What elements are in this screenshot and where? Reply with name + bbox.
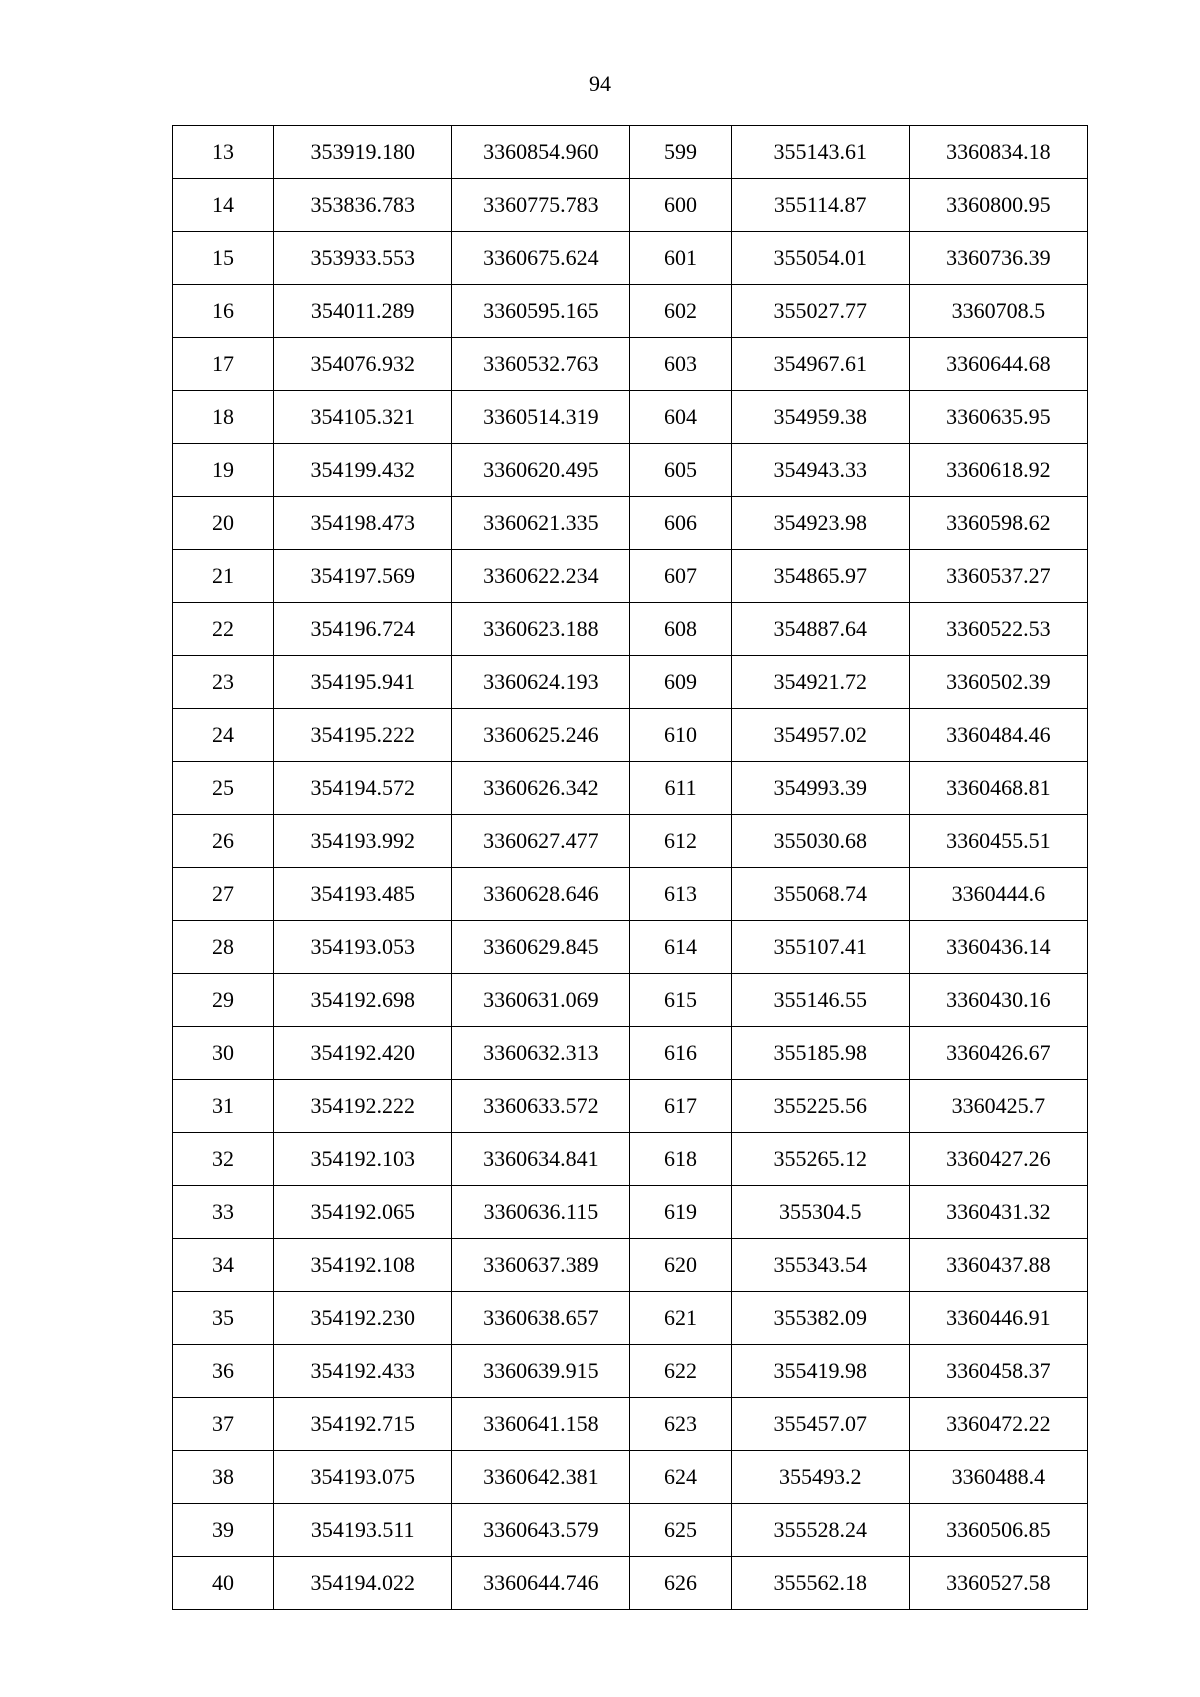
cell-x-coordinate-left: 354076.932 bbox=[274, 338, 452, 391]
cell-y-coordinate-left: 3360595.165 bbox=[452, 285, 630, 338]
cell-point-number-right: 605 bbox=[630, 444, 731, 497]
cell-y-coordinate-left: 3360626.342 bbox=[452, 762, 630, 815]
cell-x-coordinate-right: 355054.01 bbox=[731, 232, 909, 285]
cell-point-number-right: 614 bbox=[630, 921, 731, 974]
cell-y-coordinate-right: 3360472.22 bbox=[909, 1398, 1087, 1451]
cell-x-coordinate-right: 354943.33 bbox=[731, 444, 909, 497]
cell-y-coordinate-left: 3360623.188 bbox=[452, 603, 630, 656]
table-row bbox=[173, 1080, 1088, 1133]
cell-y-coordinate-right: 3360506.85 bbox=[909, 1504, 1087, 1557]
cell-y-coordinate-right: 3360618.92 bbox=[909, 444, 1087, 497]
cell-y-coordinate-right: 3360426.67 bbox=[909, 1027, 1087, 1080]
table-row bbox=[173, 868, 1088, 921]
cell-y-coordinate-left: 3360620.495 bbox=[452, 444, 630, 497]
cell-x-coordinate-left: 354192.433 bbox=[274, 1345, 452, 1398]
cell-point-number-left: 16 bbox=[173, 285, 274, 338]
cell-y-coordinate-left: 3360632.313 bbox=[452, 1027, 630, 1080]
cell-point-number-right: 612 bbox=[630, 815, 731, 868]
cell-x-coordinate-right: 355457.07 bbox=[731, 1398, 909, 1451]
cell-point-number-right: 609 bbox=[630, 656, 731, 709]
cell-x-coordinate-right: 354865.97 bbox=[731, 550, 909, 603]
table-row bbox=[173, 1345, 1088, 1398]
cell-y-coordinate-left: 3360644.746 bbox=[452, 1557, 630, 1610]
cell-point-number-right: 615 bbox=[630, 974, 731, 1027]
cell-x-coordinate-left: 354192.108 bbox=[274, 1239, 452, 1292]
cell-x-coordinate-right: 354967.61 bbox=[731, 338, 909, 391]
cell-point-number-left: 37 bbox=[173, 1398, 274, 1451]
cell-x-coordinate-left: 354196.724 bbox=[274, 603, 452, 656]
cell-x-coordinate-right: 354959.38 bbox=[731, 391, 909, 444]
cell-y-coordinate-left: 3360629.845 bbox=[452, 921, 630, 974]
table-row bbox=[173, 1027, 1088, 1080]
cell-x-coordinate-right: 355419.98 bbox=[731, 1345, 909, 1398]
cell-x-coordinate-right: 355343.54 bbox=[731, 1239, 909, 1292]
cell-point-number-right: 619 bbox=[630, 1186, 731, 1239]
cell-y-coordinate-right: 3360430.16 bbox=[909, 974, 1087, 1027]
cell-x-coordinate-right: 355304.5 bbox=[731, 1186, 909, 1239]
cell-x-coordinate-left: 353933.553 bbox=[274, 232, 452, 285]
cell-x-coordinate-left: 354197.569 bbox=[274, 550, 452, 603]
cell-point-number-right: 610 bbox=[630, 709, 731, 762]
cell-x-coordinate-left: 354011.289 bbox=[274, 285, 452, 338]
cell-point-number-right: 622 bbox=[630, 1345, 731, 1398]
cell-y-coordinate-left: 3360627.477 bbox=[452, 815, 630, 868]
cell-y-coordinate-left: 3360638.657 bbox=[452, 1292, 630, 1345]
cell-x-coordinate-right: 355265.12 bbox=[731, 1133, 909, 1186]
cell-x-coordinate-left: 354199.432 bbox=[274, 444, 452, 497]
table-row bbox=[173, 179, 1088, 232]
cell-point-number-right: 607 bbox=[630, 550, 731, 603]
cell-x-coordinate-left: 354195.222 bbox=[274, 709, 452, 762]
cell-x-coordinate-left: 354192.065 bbox=[274, 1186, 452, 1239]
table-row bbox=[173, 974, 1088, 1027]
cell-point-number-left: 26 bbox=[173, 815, 274, 868]
cell-x-coordinate-right: 354957.02 bbox=[731, 709, 909, 762]
cell-y-coordinate-right: 3360488.4 bbox=[909, 1451, 1087, 1504]
cell-y-coordinate-left: 3360622.234 bbox=[452, 550, 630, 603]
cell-x-coordinate-left: 354193.992 bbox=[274, 815, 452, 868]
cell-x-coordinate-right: 355030.68 bbox=[731, 815, 909, 868]
cell-point-number-left: 33 bbox=[173, 1186, 274, 1239]
table-row bbox=[173, 232, 1088, 285]
cell-y-coordinate-left: 3360514.319 bbox=[452, 391, 630, 444]
cell-x-coordinate-right: 355068.74 bbox=[731, 868, 909, 921]
cell-x-coordinate-right: 355382.09 bbox=[731, 1292, 909, 1345]
cell-y-coordinate-right: 3360537.27 bbox=[909, 550, 1087, 603]
coordinate-table bbox=[172, 125, 1088, 1610]
cell-point-number-left: 19 bbox=[173, 444, 274, 497]
cell-y-coordinate-left: 3360641.158 bbox=[452, 1398, 630, 1451]
cell-point-number-left: 24 bbox=[173, 709, 274, 762]
cell-y-coordinate-left: 3360639.915 bbox=[452, 1345, 630, 1398]
cell-x-coordinate-left: 354192.715 bbox=[274, 1398, 452, 1451]
cell-x-coordinate-left: 354194.572 bbox=[274, 762, 452, 815]
cell-y-coordinate-left: 3360775.783 bbox=[452, 179, 630, 232]
cell-y-coordinate-right: 3360444.6 bbox=[909, 868, 1087, 921]
cell-x-coordinate-left: 354192.230 bbox=[274, 1292, 452, 1345]
cell-y-coordinate-right: 3360427.26 bbox=[909, 1133, 1087, 1186]
cell-point-number-left: 27 bbox=[173, 868, 274, 921]
cell-y-coordinate-right: 3360736.39 bbox=[909, 232, 1087, 285]
cell-point-number-right: 617 bbox=[630, 1080, 731, 1133]
cell-point-number-right: 606 bbox=[630, 497, 731, 550]
cell-x-coordinate-left: 354192.698 bbox=[274, 974, 452, 1027]
cell-x-coordinate-left: 354192.103 bbox=[274, 1133, 452, 1186]
table-row bbox=[173, 497, 1088, 550]
cell-point-number-left: 30 bbox=[173, 1027, 274, 1080]
cell-x-coordinate-left: 354193.053 bbox=[274, 921, 452, 974]
cell-point-number-left: 21 bbox=[173, 550, 274, 603]
cell-x-coordinate-left: 354193.075 bbox=[274, 1451, 452, 1504]
cell-y-coordinate-right: 3360708.5 bbox=[909, 285, 1087, 338]
table-row bbox=[173, 1557, 1088, 1610]
cell-y-coordinate-left: 3360642.381 bbox=[452, 1451, 630, 1504]
table-row bbox=[173, 1504, 1088, 1557]
cell-y-coordinate-left: 3360636.115 bbox=[452, 1186, 630, 1239]
cell-y-coordinate-right: 3360468.81 bbox=[909, 762, 1087, 815]
cell-y-coordinate-left: 3360675.624 bbox=[452, 232, 630, 285]
cell-point-number-right: 618 bbox=[630, 1133, 731, 1186]
cell-x-coordinate-right: 354993.39 bbox=[731, 762, 909, 815]
cell-x-coordinate-left: 354193.511 bbox=[274, 1504, 452, 1557]
cell-y-coordinate-right: 3360446.91 bbox=[909, 1292, 1087, 1345]
table-row bbox=[173, 762, 1088, 815]
table-row bbox=[173, 1133, 1088, 1186]
cell-x-coordinate-right: 354887.64 bbox=[731, 603, 909, 656]
cell-y-coordinate-left: 3360634.841 bbox=[452, 1133, 630, 1186]
cell-point-number-right: 620 bbox=[630, 1239, 731, 1292]
cell-y-coordinate-right: 3360598.62 bbox=[909, 497, 1087, 550]
cell-point-number-left: 35 bbox=[173, 1292, 274, 1345]
cell-y-coordinate-left: 3360633.572 bbox=[452, 1080, 630, 1133]
cell-point-number-left: 31 bbox=[173, 1080, 274, 1133]
cell-point-number-left: 23 bbox=[173, 656, 274, 709]
table-row bbox=[173, 391, 1088, 444]
table-row bbox=[173, 815, 1088, 868]
cell-y-coordinate-right: 3360431.32 bbox=[909, 1186, 1087, 1239]
cell-point-number-right: 624 bbox=[630, 1451, 731, 1504]
cell-point-number-right: 621 bbox=[630, 1292, 731, 1345]
cell-point-number-left: 28 bbox=[173, 921, 274, 974]
cell-point-number-right: 601 bbox=[630, 232, 731, 285]
cell-point-number-right: 602 bbox=[630, 285, 731, 338]
cell-x-coordinate-right: 355114.87 bbox=[731, 179, 909, 232]
cell-y-coordinate-left: 3360854.960 bbox=[452, 126, 630, 179]
cell-point-number-right: 625 bbox=[630, 1504, 731, 1557]
cell-y-coordinate-left: 3360628.646 bbox=[452, 868, 630, 921]
cell-y-coordinate-right: 3360484.46 bbox=[909, 709, 1087, 762]
cell-x-coordinate-left: 354193.485 bbox=[274, 868, 452, 921]
cell-point-number-left: 14 bbox=[173, 179, 274, 232]
cell-x-coordinate-right: 355493.2 bbox=[731, 1451, 909, 1504]
cell-x-coordinate-left: 354192.222 bbox=[274, 1080, 452, 1133]
cell-x-coordinate-right: 355528.24 bbox=[731, 1504, 909, 1557]
table-row bbox=[173, 709, 1088, 762]
cell-x-coordinate-right: 355146.55 bbox=[731, 974, 909, 1027]
page-number: 94 bbox=[589, 71, 611, 96]
cell-x-coordinate-right: 355185.98 bbox=[731, 1027, 909, 1080]
table-row bbox=[173, 126, 1088, 179]
cell-x-coordinate-left: 354198.473 bbox=[274, 497, 452, 550]
cell-point-number-left: 18 bbox=[173, 391, 274, 444]
table-row bbox=[173, 550, 1088, 603]
table-row bbox=[173, 444, 1088, 497]
cell-x-coordinate-left: 354192.420 bbox=[274, 1027, 452, 1080]
cell-point-number-right: 608 bbox=[630, 603, 731, 656]
cell-point-number-right: 603 bbox=[630, 338, 731, 391]
cell-point-number-left: 17 bbox=[173, 338, 274, 391]
cell-x-coordinate-right: 355562.18 bbox=[731, 1557, 909, 1610]
table-row bbox=[173, 1239, 1088, 1292]
cell-point-number-right: 613 bbox=[630, 868, 731, 921]
cell-point-number-left: 29 bbox=[173, 974, 274, 1027]
cell-point-number-left: 22 bbox=[173, 603, 274, 656]
cell-y-coordinate-right: 3360455.51 bbox=[909, 815, 1087, 868]
cell-y-coordinate-right: 3360458.37 bbox=[909, 1345, 1087, 1398]
cell-y-coordinate-right: 3360437.88 bbox=[909, 1239, 1087, 1292]
cell-y-coordinate-left: 3360643.579 bbox=[452, 1504, 630, 1557]
cell-y-coordinate-left: 3360624.193 bbox=[452, 656, 630, 709]
coordinate-table-body bbox=[173, 126, 1088, 1610]
table-row bbox=[173, 338, 1088, 391]
table-row bbox=[173, 656, 1088, 709]
cell-point-number-right: 599 bbox=[630, 126, 731, 179]
cell-point-number-left: 32 bbox=[173, 1133, 274, 1186]
cell-point-number-left: 20 bbox=[173, 497, 274, 550]
cell-x-coordinate-right: 354921.72 bbox=[731, 656, 909, 709]
cell-y-coordinate-left: 3360532.763 bbox=[452, 338, 630, 391]
cell-point-number-right: 623 bbox=[630, 1398, 731, 1451]
cell-x-coordinate-right: 355107.41 bbox=[731, 921, 909, 974]
cell-x-coordinate-left: 354195.941 bbox=[274, 656, 452, 709]
cell-x-coordinate-right: 355143.61 bbox=[731, 126, 909, 179]
cell-y-coordinate-right: 3360644.68 bbox=[909, 338, 1087, 391]
cell-point-number-right: 604 bbox=[630, 391, 731, 444]
cell-y-coordinate-left: 3360625.246 bbox=[452, 709, 630, 762]
table-row bbox=[173, 1451, 1088, 1504]
cell-y-coordinate-right: 3360800.95 bbox=[909, 179, 1087, 232]
cell-y-coordinate-right: 3360425.7 bbox=[909, 1080, 1087, 1133]
cell-point-number-right: 600 bbox=[630, 179, 731, 232]
table-row bbox=[173, 1292, 1088, 1345]
cell-point-number-left: 13 bbox=[173, 126, 274, 179]
table-row bbox=[173, 1398, 1088, 1451]
cell-x-coordinate-right: 355027.77 bbox=[731, 285, 909, 338]
cell-point-number-left: 40 bbox=[173, 1557, 274, 1610]
cell-y-coordinate-right: 3360834.18 bbox=[909, 126, 1087, 179]
cell-point-number-left: 39 bbox=[173, 1504, 274, 1557]
cell-x-coordinate-left: 354105.321 bbox=[274, 391, 452, 444]
cell-y-coordinate-right: 3360502.39 bbox=[909, 656, 1087, 709]
cell-point-number-left: 38 bbox=[173, 1451, 274, 1504]
table-row bbox=[173, 1186, 1088, 1239]
cell-y-coordinate-left: 3360621.335 bbox=[452, 497, 630, 550]
cell-point-number-left: 34 bbox=[173, 1239, 274, 1292]
cell-point-number-right: 616 bbox=[630, 1027, 731, 1080]
table-row bbox=[173, 603, 1088, 656]
cell-y-coordinate-left: 3360637.389 bbox=[452, 1239, 630, 1292]
cell-point-number-left: 36 bbox=[173, 1345, 274, 1398]
cell-point-number-left: 25 bbox=[173, 762, 274, 815]
cell-point-number-right: 626 bbox=[630, 1557, 731, 1610]
cell-x-coordinate-left: 353836.783 bbox=[274, 179, 452, 232]
cell-y-coordinate-left: 3360631.069 bbox=[452, 974, 630, 1027]
cell-x-coordinate-right: 354923.98 bbox=[731, 497, 909, 550]
cell-x-coordinate-left: 354194.022 bbox=[274, 1557, 452, 1610]
cell-y-coordinate-right: 3360635.95 bbox=[909, 391, 1087, 444]
cell-y-coordinate-right: 3360522.53 bbox=[909, 603, 1087, 656]
cell-x-coordinate-left: 353919.180 bbox=[274, 126, 452, 179]
table-row bbox=[173, 285, 1088, 338]
cell-x-coordinate-right: 355225.56 bbox=[731, 1080, 909, 1133]
cell-point-number-right: 611 bbox=[630, 762, 731, 815]
cell-y-coordinate-right: 3360436.14 bbox=[909, 921, 1087, 974]
cell-y-coordinate-right: 3360527.58 bbox=[909, 1557, 1087, 1610]
cell-point-number-left: 15 bbox=[173, 232, 274, 285]
table-row bbox=[173, 921, 1088, 974]
